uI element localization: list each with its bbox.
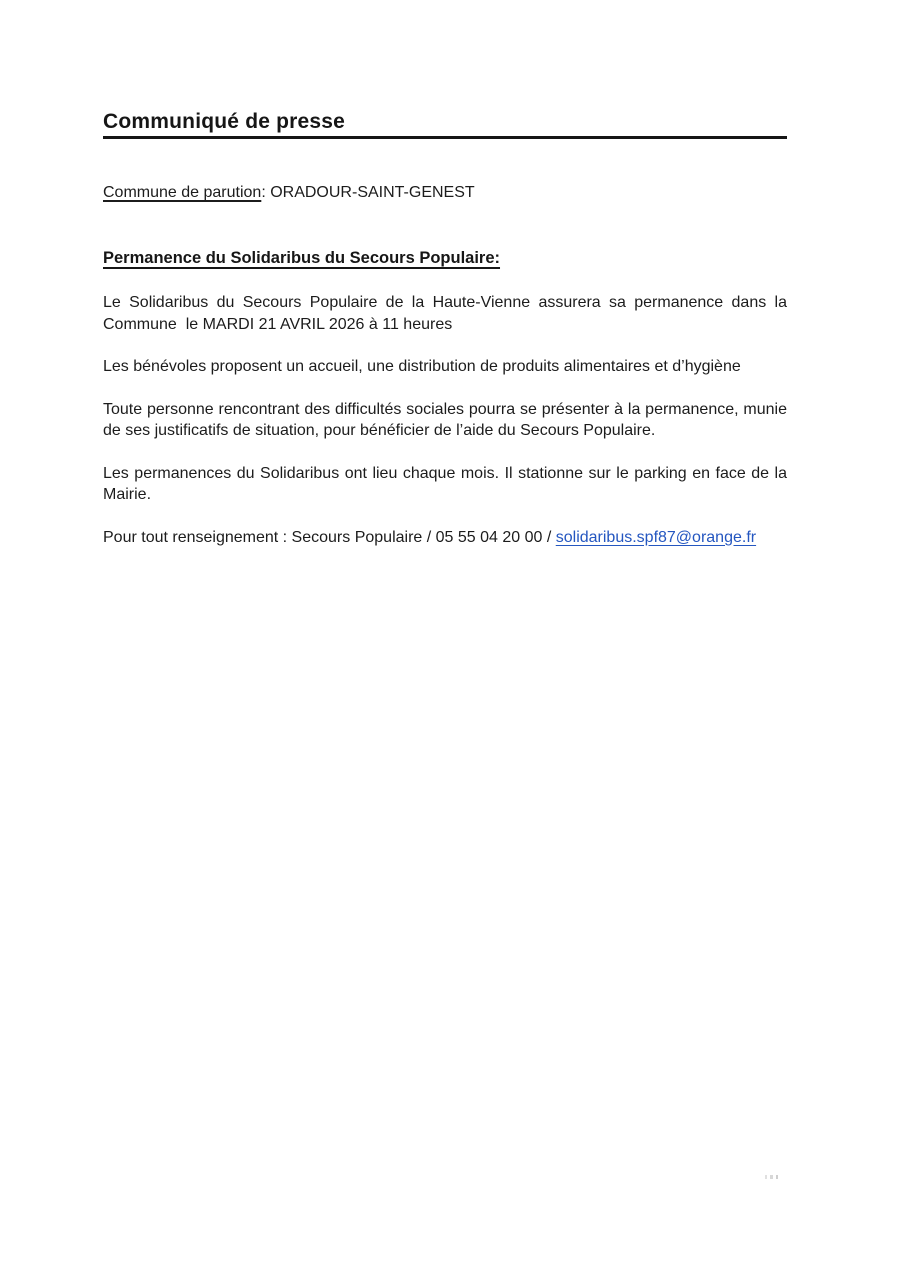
paragraph-contact bbox=[103, 527, 787, 549]
paragraph-toute-personne: Toute personne rencontrant des difficultés sociales pourra se présenter à la permanence, munie de ses justificatifs de situation, pour bénéficier de l’aide du Secours Populaire. bbox=[103, 400, 787, 439]
paragraph-benevoles: Les bénévoles proposent un accueil, une distribution de produits alimentaires et d’hygiène bbox=[103, 358, 741, 375]
paragraph-permanence-date: Le Solidaribus du Secours Populaire de la Haute-Vienne assurera sa permanence dans la Commune le MARDI 21 AVRIL 2026 à 11 heures bbox=[103, 294, 787, 333]
commune-line bbox=[103, 182, 787, 204]
section-heading: Permanence du Solidaribus du Secours Populaire: bbox=[103, 249, 501, 267]
contact-text: Pour tout renseignement : Secours Populaire / 05 55 04 20 00 / bbox=[103, 528, 556, 546]
commune-label: Commune de parution bbox=[103, 184, 262, 201]
document-title: Communiqué de presse bbox=[103, 110, 787, 139]
email-link[interactable]: solidaribus.spf87@orange.fr bbox=[555, 528, 757, 546]
commune-value: : ORADOUR-SAINT-GENEST bbox=[261, 184, 475, 201]
scan-artifact bbox=[765, 1175, 781, 1179]
paragraph-frequence-parking: Les permanences du Solidaribus ont lieu chaque mois. Il stationne sur le parking en face de la Mairie. bbox=[103, 464, 787, 503]
